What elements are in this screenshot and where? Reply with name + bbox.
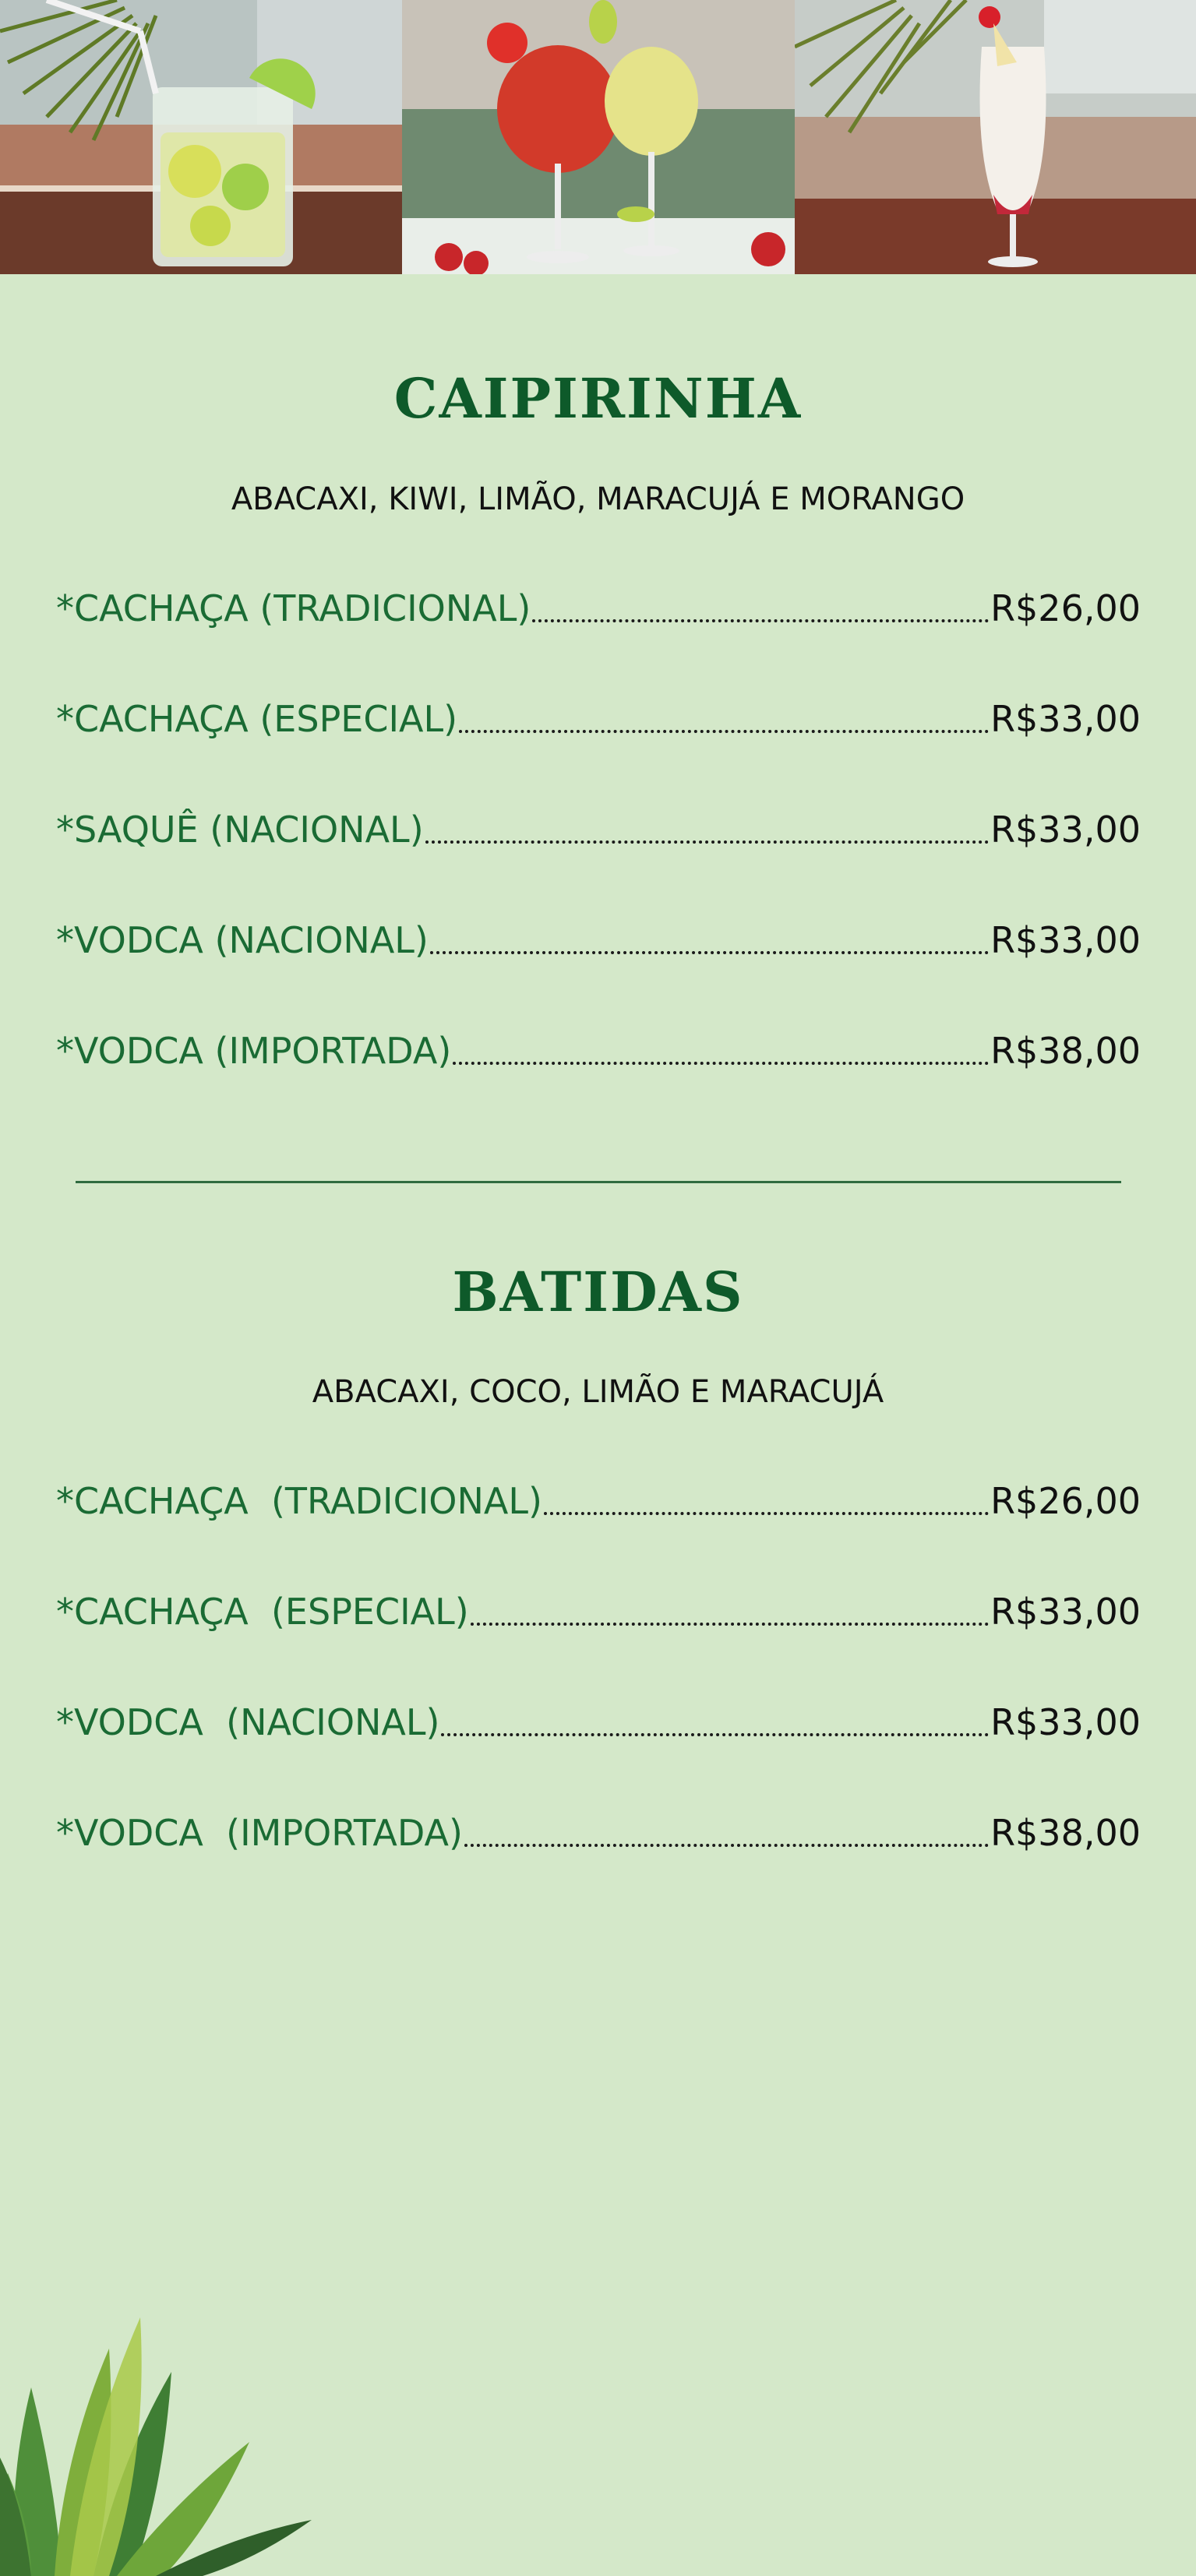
batidas-flavors: ABACAXI, COCO, LIMÃO E MARACUJÁ [312,1374,884,1410]
pina-colada-glass-photo [795,0,1196,274]
item-price: R$33,00 [990,1701,1141,1743]
dot-leader [544,1506,989,1515]
item-name: *VODCA (NACIONAL) [56,1701,440,1743]
item-price: R$26,00 [990,1480,1141,1522]
item-price: R$33,00 [990,698,1141,740]
caipirinha-flavors: ABACAXI, KIWI, LIMÃO, MARACUJÁ E MORANGO [231,481,965,517]
dot-leader [471,1616,989,1626]
item-name: *CACHAÇA (TRADICIONAL) [56,1480,542,1522]
dot-leader [459,724,989,733]
item-price: R$38,00 [990,1030,1141,1072]
batidas-title: BATIDAS [452,1260,744,1324]
item-name: *VODCA (IMPORTADA) [56,1030,452,1072]
item-price: R$33,00 [990,809,1141,851]
item-name: *VODCA (NACIONAL) [56,919,429,961]
dot-leader [453,1055,989,1065]
menu-item [56,1478,1141,1524]
dot-leader [430,945,989,954]
menu-item [56,1027,1141,1074]
section-divider [76,1181,1121,1183]
item-name: *CACHAÇA (ESPECIAL) [56,1591,469,1633]
menu-item [56,696,1141,742]
menu-item [56,585,1141,632]
dot-leader [532,613,989,622]
menu-item [56,806,1141,853]
item-price: R$33,00 [990,919,1141,961]
item-name: *SAQUÊ (NACIONAL) [56,809,424,851]
menu-item [56,917,1141,964]
menu-item [56,1588,1141,1635]
header-photo-strip [0,0,1196,274]
cocktail-glasses-photo [402,0,795,274]
dot-leader [425,834,989,844]
item-name: *CACHAÇA (TRADICIONAL) [56,587,531,629]
plant-illustration-icon [0,2302,327,2576]
menu-item [56,1810,1141,1856]
caipirinha-glass-photo [0,0,402,274]
item-price: R$33,00 [990,1591,1141,1633]
dot-leader [464,1838,989,1847]
caipirinha-title: CAIPIRINHA [393,366,803,431]
item-price: R$38,00 [990,1812,1141,1854]
item-price: R$26,00 [990,587,1141,629]
menu-item [56,1699,1141,1746]
item-name: *CACHAÇA (ESPECIAL) [56,698,458,740]
dot-leader [441,1727,989,1736]
item-name: *VODCA (IMPORTADA) [56,1812,463,1854]
